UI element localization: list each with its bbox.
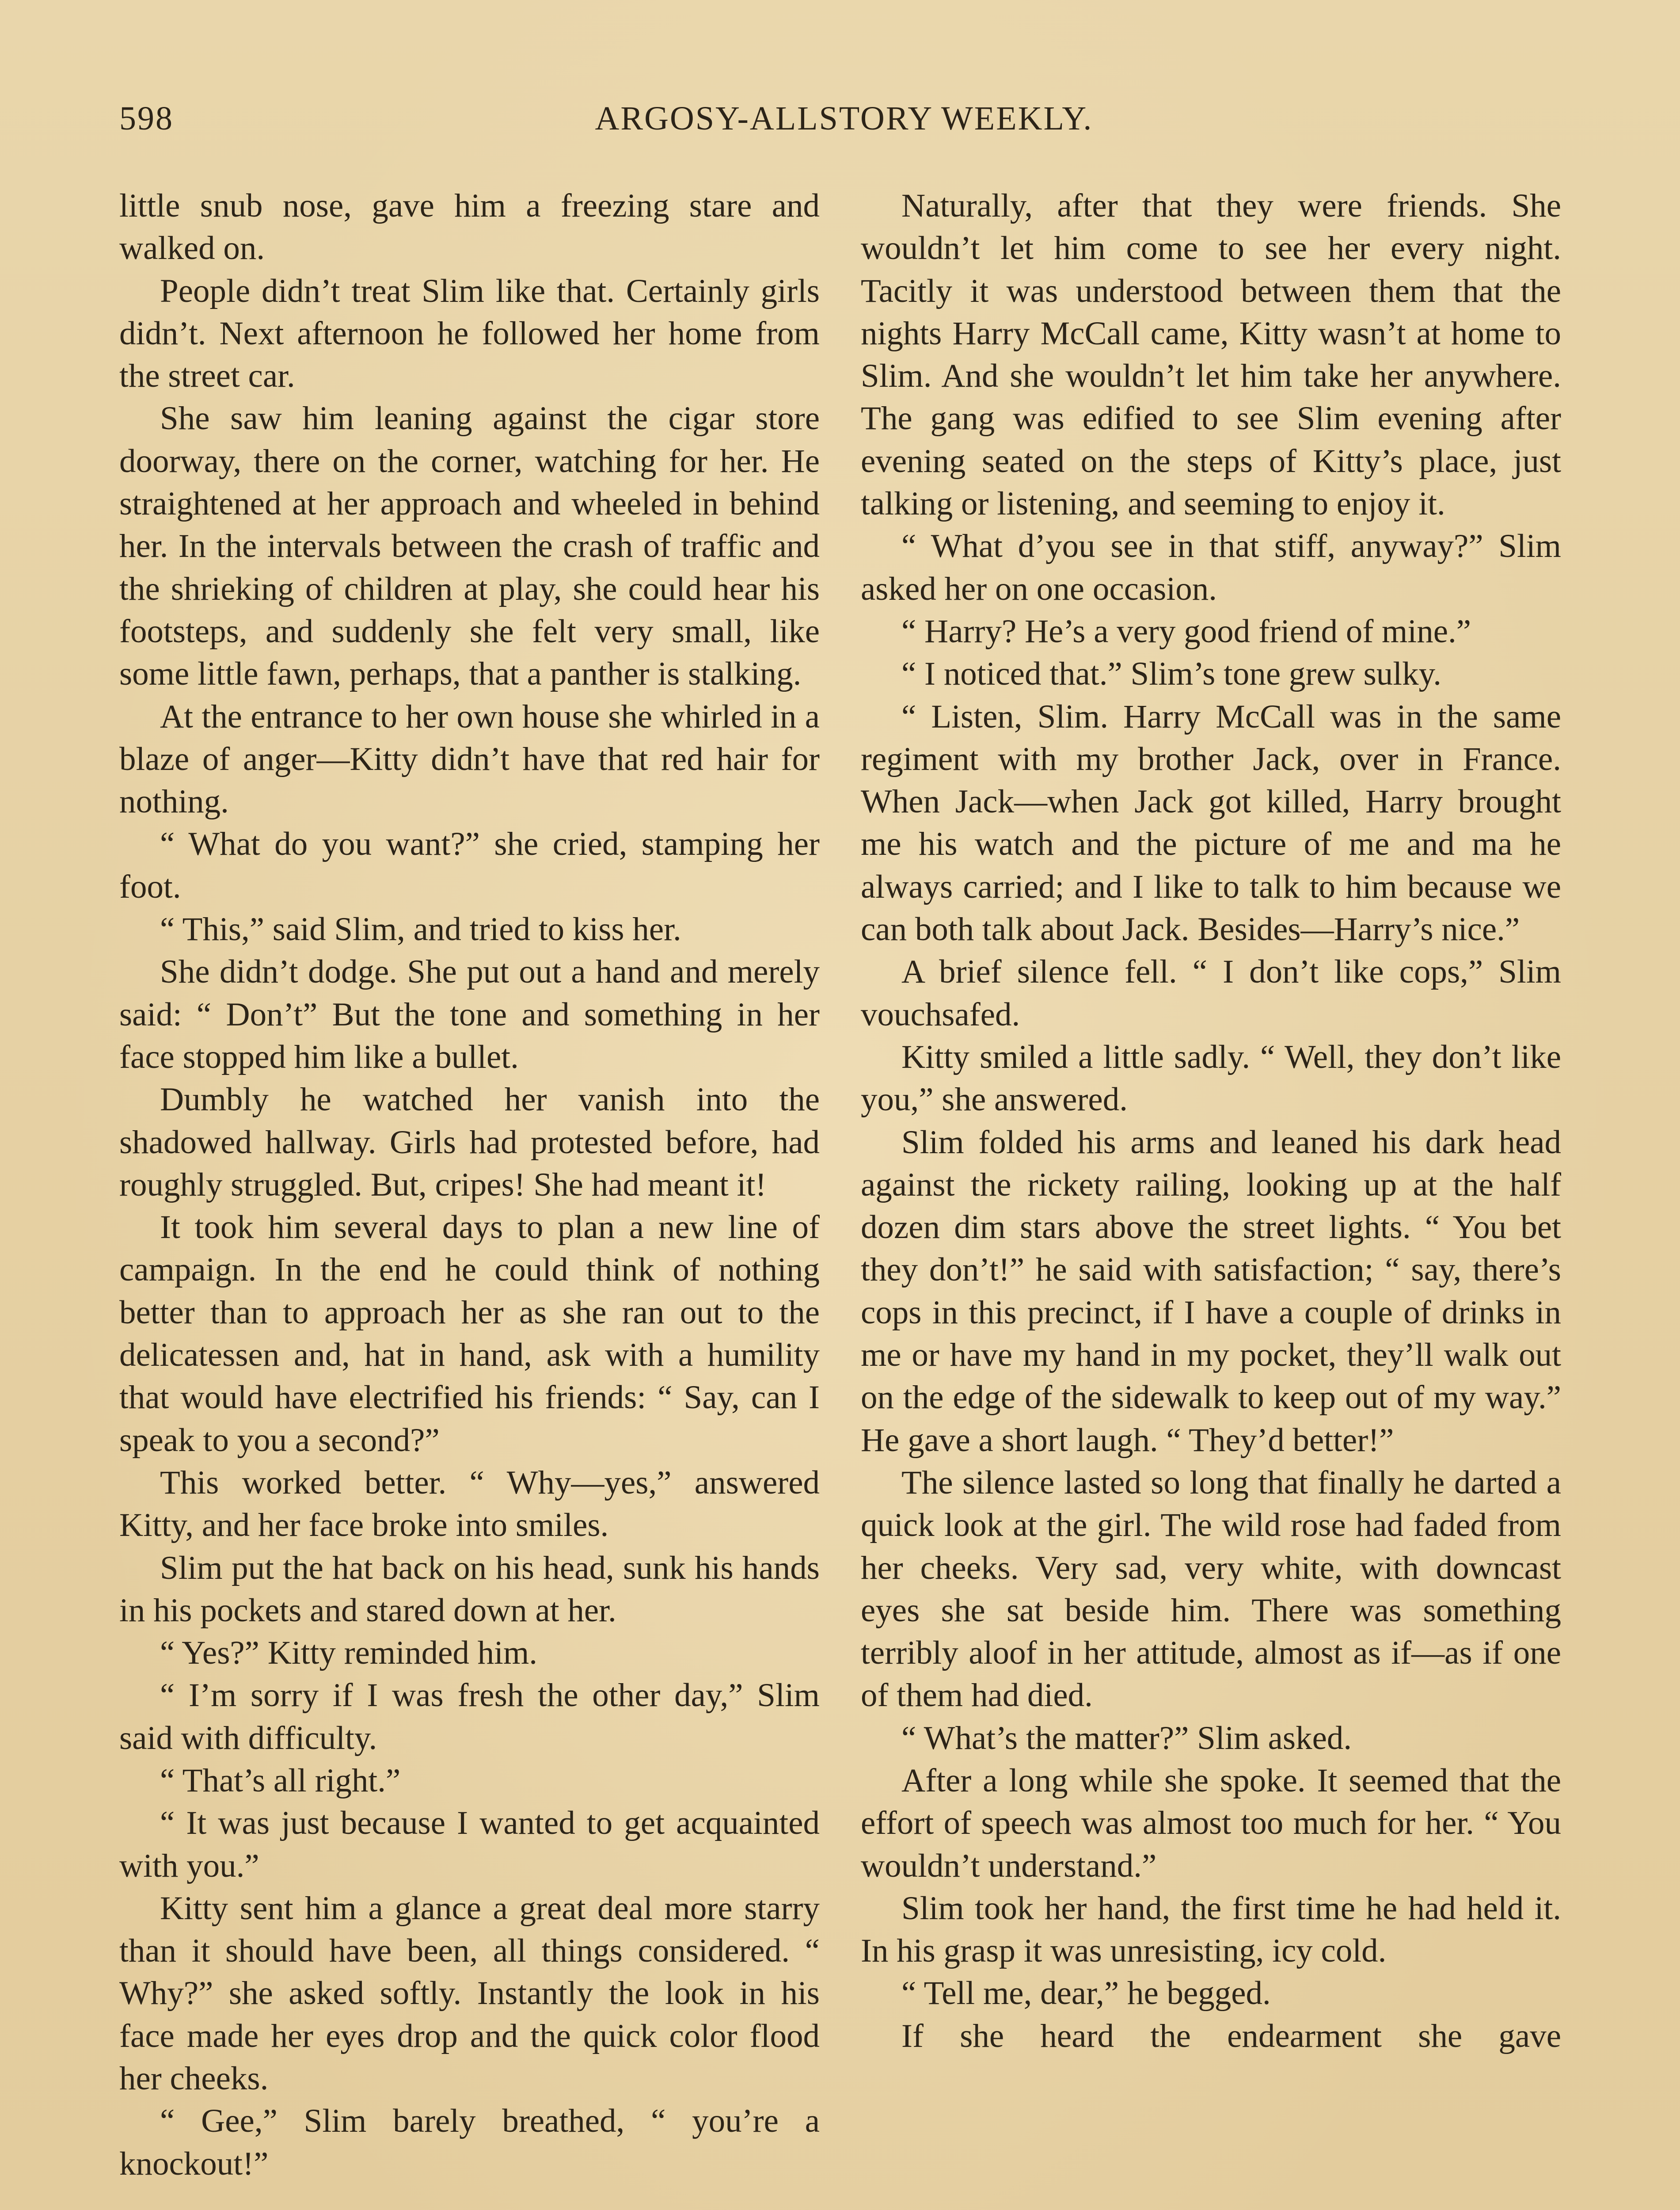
left-column: [119, 185, 820, 2185]
paragraph: Naturally, after that they were friends. She wouldn’t let him come to see her every night. Tacitly it was understood between them that the nights Harry McCall came, Kitty wasn’t at home to Slim. And she wouldn’t let him take her anywhere. The gang was edified to see Slim evening after evening seated on the steps of Kitty’s place, just talking or listening, and seeming to enjoy it.: [861, 187, 1561, 522]
paragraph: At the entrance to her own house she whirled in a blaze of anger—Kitty didn’t have that red hair for nothing.: [119, 698, 820, 820]
paragraph: “ This,” said Slim, and tried to kiss her.: [160, 911, 681, 948]
paragraph: It took him several days to plan a new line of campaign. In the end he could think of nothing better than to approach her as she ran out to the delicatessen and, hat in hand, ask with a humility that would have electrified his friends: “ Say, can I speak to you a second?”: [119, 1209, 820, 1459]
paragraph: “ Gee,” Slim barely breathed, “ you’re a knockout!”: [119, 2103, 820, 2182]
paragraph: Dumbly he watched her vanish into the shadowed hallway. Girls had protested before, had roughly struggled. But, cripes! She had meant it!: [119, 1081, 820, 1203]
page-header: [119, 99, 1569, 152]
running-title: ARGOSY-ALLSTORY WEEKLY.: [595, 100, 1093, 137]
paragraph: The silence lasted so long that finally he darted a quick look at the girl. The wild rose had faded from her cheeks. Very sad, very white, with downcast eyes she sat beside him. There was something terribly aloof in her attitude, almost as if—as if one of them had died.: [861, 1464, 1561, 1714]
paragraph: She saw him leaning against the cigar store doorway, there on the corner, watching for her. He straightened at her approach and wheeled in behind her. In the intervals between the crash of traffic and the shrieking of children at play, she could hear his footsteps, and suddenly she felt very small, like some little fawn, perhaps, that a panther is stalking.: [119, 400, 820, 693]
paragraph: A brief silence fell. “ I don’t like cops,” Slim vouchsafed.: [861, 953, 1561, 1033]
paragraph: “ I noticed that.” Slim’s tone grew sulky.: [901, 655, 1441, 693]
paragraph: People didn’t treat Slim like that. Certainly girls didn’t. Next afternoon he followed her home from the street car.: [119, 272, 820, 395]
paragraph: “ Listen, Slim. Harry McCall was in the same regiment with my brother Jack, over in France. When Jack—when Jack got killed, Harry brought me his watch and the picture of me and ma he always carried; and I like to talk to him because we can both talk about Jack. Besides—Harry’s nice.”: [861, 698, 1561, 948]
paragraph: If she heard the endearment she gave: [901, 2017, 1561, 2054]
paragraph: Slim folded his arms and leaned his dark head against the rickety railing, looking up at the half dozen dim stars above the street lights. “ You bet they don’t!” he said with satisfaction; “ say, there’s cops in this precinct, if I have a couple of drinks in me or have my hand in my pocket, they’ll walk out on the edge of the sidewalk to keep out of my way.” He gave a short laugh. “ They’d better!”: [861, 1124, 1561, 1459]
paragraph: Slim took her hand, the first time he had held it. In his grasp it was unresisting, icy cold.: [861, 1890, 1561, 1970]
page-number: 598: [119, 100, 174, 137]
paragraph: “ What do you want?” she cried, stamping her foot.: [119, 826, 820, 905]
right-column: [861, 185, 1561, 2058]
paragraph: “ That’s all right.”: [160, 1762, 401, 1799]
paragraph: “ It was just because I wanted to get acquainted with you.”: [119, 1805, 820, 1884]
paragraph: “ Harry? He’s a very good friend of mine.”: [901, 613, 1471, 650]
paragraph: “ What’s the matter?” Slim asked.: [901, 1719, 1352, 1757]
paragraph: Slim put the hat back on his head, sunk his hands in his pockets and stared down at her.: [119, 1549, 820, 1629]
paragraph: Kitty sent him a glance a great deal more starry than it should have been, all things considered. “ Why?” she asked softly. Instantly the look in his face made her eyes drop and the quick color flood her cheeks.: [119, 1890, 820, 2097]
paragraph: After a long while she spoke. It seemed that the effort of speech was almost too much for her. “ You wouldn’t understand.”: [861, 1762, 1561, 1884]
paragraph: She didn’t dodge. She put out a hand and merely said: “ Don’t” But the tone and something in her face stopped him like a bullet.: [119, 953, 820, 1075]
paragraph: little snub nose, gave him a freezing stare and walked on.: [119, 187, 820, 267]
paragraph: “ Yes?” Kitty reminded him.: [160, 1635, 538, 1672]
paragraph: “ I’m sorry if I was fresh the other day,” Slim said with difficulty.: [119, 1677, 820, 1757]
paragraph: Kitty smiled a little sadly. “ Well, they don’t like you,” she answered.: [861, 1038, 1561, 1118]
paragraph: This worked better. “ Why—yes,” answered Kitty, and her face broke into smiles.: [119, 1464, 820, 1544]
paragraph: “ What d’you see in that stiff, anyway?” Slim asked her on one occasion.: [861, 528, 1561, 607]
paragraph: “ Tell me, dear,” he begged.: [901, 1975, 1271, 2012]
